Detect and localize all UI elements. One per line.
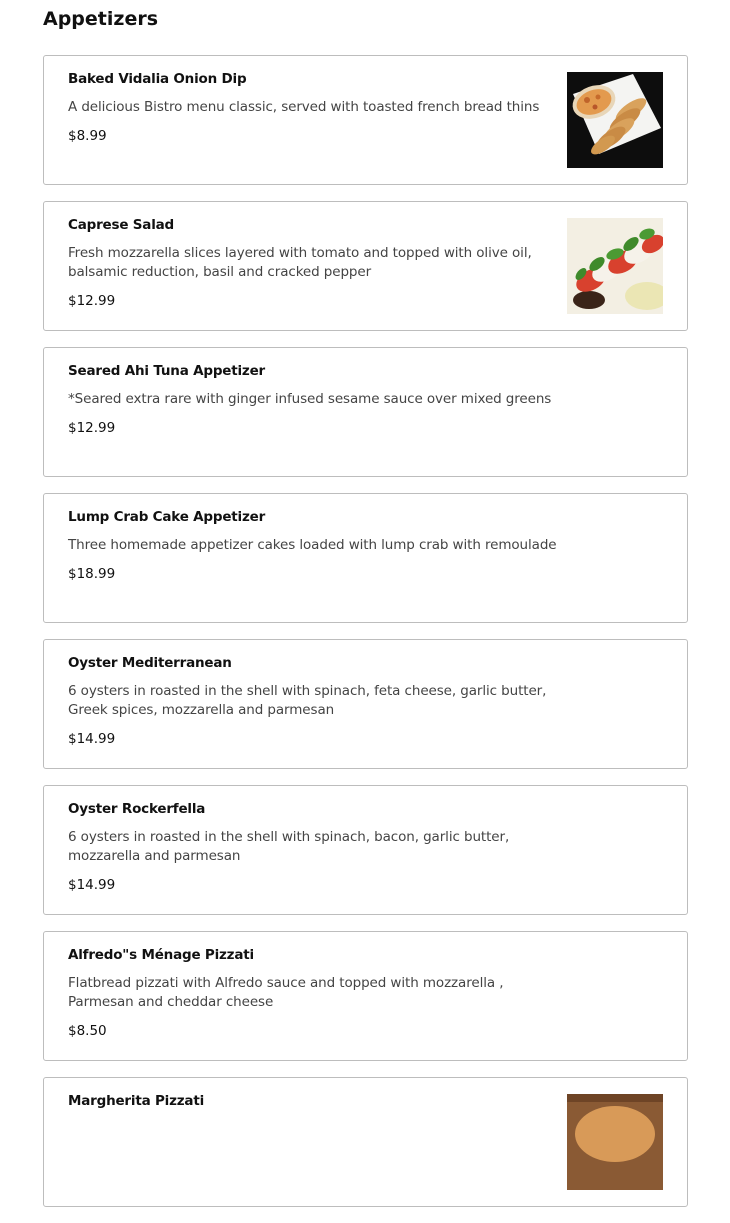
menu-item-description: Flatbread pizzati with Alfredo sauce and topped with mozzarella , Parmesan and cheddar cheese <box>68 975 504 1010</box>
menu-item-text <box>68 508 557 584</box>
menu-item-card[interactable] <box>43 1077 688 1207</box>
menu-item-text <box>68 654 547 749</box>
menu-item-name: Oyster Mediterranean <box>68 655 232 671</box>
menu-item-price: $8.99 <box>68 128 107 144</box>
menu-item-photo <box>567 218 663 314</box>
menu-item-name: Margherita Pizzati <box>68 1093 205 1109</box>
menu-item-price: $12.99 <box>68 420 116 436</box>
menu-item-text <box>68 800 538 895</box>
menu-item-text <box>68 946 538 1041</box>
menu-item-name: Baked Vidalia Onion Dip <box>68 71 247 87</box>
menu-item-description: 6 oysters in roasted in the shell with spinach, bacon, garlic butter, mozzarella and parmesan <box>68 829 510 864</box>
menu-item-photo <box>567 72 663 168</box>
menu-item-description: Fresh mozzarella slices layered with tomato and topped with olive oil, balsamic reduction, basil and cracked pepper <box>68 245 532 280</box>
menu-item-price: $8.50 <box>68 1023 107 1039</box>
menu-item-card[interactable] <box>43 55 688 185</box>
menu-item-text <box>68 1092 538 1110</box>
menu-item-card[interactable] <box>43 493 688 623</box>
menu-item-description: Three homemade appetizer cakes loaded with lump crab with remoulade <box>68 537 557 553</box>
menu-item-text <box>68 70 538 146</box>
menu-item-name: Seared Ahi Tuna Appetizer <box>68 363 265 379</box>
menu-item-name: Alfredo"s Ménage Pizzati <box>68 947 254 963</box>
menu-item-name: Oyster Rockerfella <box>68 801 206 817</box>
menu-item-card[interactable] <box>43 347 688 477</box>
menu-item-card[interactable] <box>43 931 688 1061</box>
section-title: Appetizers <box>43 8 159 30</box>
menu-item-description: *Seared extra rare with ginger infused sesame sauce over mixed greens <box>68 391 552 407</box>
menu-item-card[interactable] <box>43 639 688 769</box>
menu-item-price: $14.99 <box>68 731 116 747</box>
menu-item-card[interactable] <box>43 785 688 915</box>
menu-item-price: $18.99 <box>68 566 116 582</box>
menu-item-photo <box>567 1094 663 1190</box>
menu-item-price: $12.99 <box>68 293 116 309</box>
menu-item-text <box>68 362 552 438</box>
menu-item-description: 6 oysters in roasted in the shell with spinach, feta cheese, garlic butter, Greek spices, mozzarella and parmesan <box>68 683 547 718</box>
menu-item-price: $14.99 <box>68 877 116 893</box>
menu-item-list <box>43 55 688 1223</box>
menu-item-description: A delicious Bistro menu classic, served with toasted french bread thins <box>68 99 540 115</box>
menu-item-text <box>68 216 538 311</box>
menu-item-card[interactable] <box>43 201 688 331</box>
menu-item-name: Lump Crab Cake Appetizer <box>68 509 266 525</box>
menu-item-name: Caprese Salad <box>68 217 175 233</box>
